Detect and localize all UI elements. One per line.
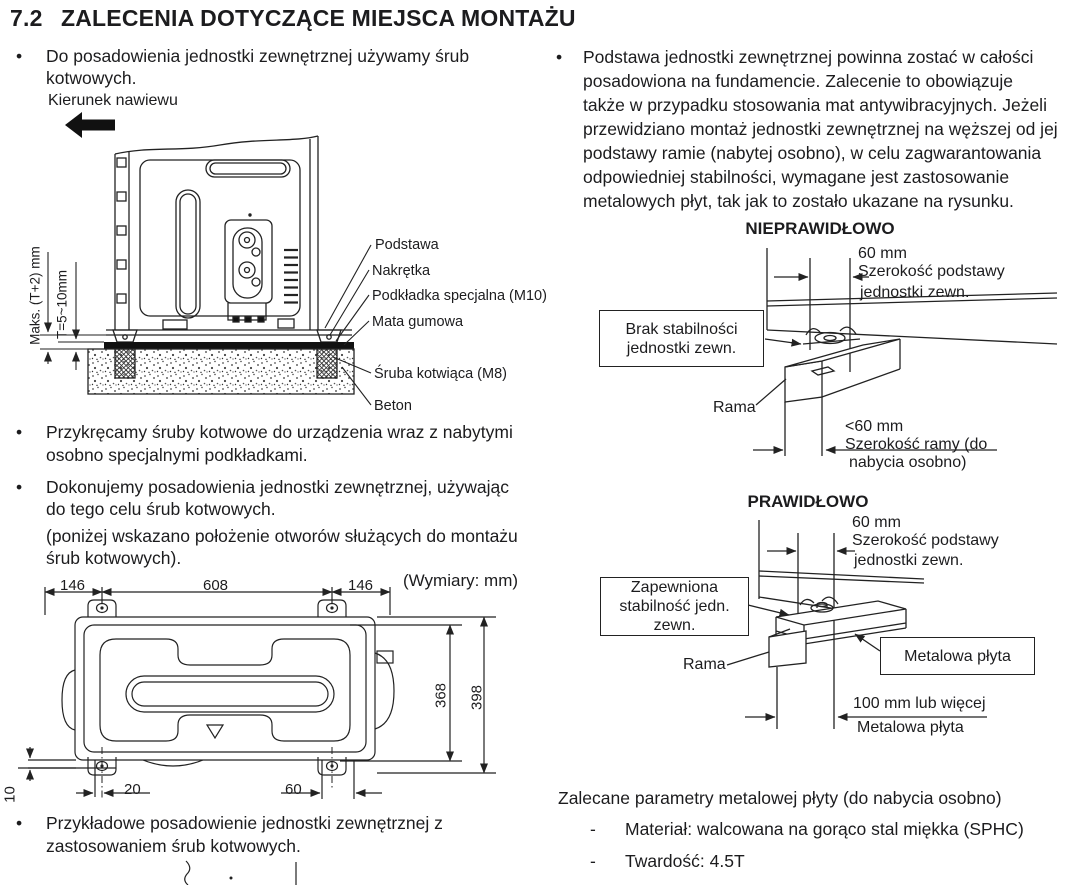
- heading-correct: PRAWIDŁOWO: [747, 492, 869, 511]
- bullet2-line1: Przykręcamy śruby kotwowe do urządzenia wraz z nabytymi: [46, 422, 513, 442]
- label-mata-gumowa: Mata gumowa: [372, 314, 464, 330]
- bullet3-line1: Dokonujemy posadowienia jednostki zewnętrznej, używając: [46, 477, 510, 497]
- bullet-marker: [16, 46, 22, 67]
- bullet-marker: [16, 422, 22, 443]
- incorrect-rama-label: Rama: [713, 399, 756, 416]
- para-line3: także w przypadku stosowania mat antywibracyjnych. Jeżeli: [583, 95, 1047, 115]
- correct-dim2-desc: Metalowa płyta: [857, 719, 964, 736]
- incorrect-callout-line2: jednostki zewn.: [626, 339, 737, 357]
- correct-dim-desc2: jednostki zewn.: [854, 552, 964, 569]
- correct-callout-box: [600, 577, 749, 636]
- dim-t-label: T=5~10mm: [54, 269, 70, 340]
- dim-608: 608: [203, 577, 229, 594]
- bullet1-line1: Do posadowienia jednostki zewnętrznej używamy śrub: [46, 46, 470, 66]
- correct-callout-line3: zewn.: [653, 617, 696, 634]
- params-heading: Zalecane parametry metalowej płyty (do nabycia osobno): [558, 788, 1002, 808]
- note-line2: śrub kotwowych).: [46, 548, 182, 568]
- section-number: 7.2: [10, 5, 43, 31]
- bullet4-line2: zastosowaniem śrub kotwowych.: [46, 836, 301, 856]
- correct-dim-60mm: 60 mm: [852, 514, 901, 531]
- label-nakretka: Nakrętka: [372, 263, 431, 279]
- bullet-marker: [556, 47, 562, 68]
- dash-marker: [590, 819, 596, 840]
- incorrect-callout-box: [599, 310, 764, 367]
- para-line2: posadowiona na fundamencie. Zalecenie to obowiązuje: [583, 71, 1014, 91]
- cutoff-diagram-fragment: [170, 858, 310, 885]
- incorrect-dim2-desc1: Szerokość ramy (do: [845, 436, 988, 453]
- correct-rama-label: Rama: [683, 656, 726, 673]
- label-podstawa: Podstawa: [375, 237, 439, 253]
- dim-146-right: 146: [348, 577, 374, 594]
- incorrect-callout-line1: Brak stabilności: [625, 320, 738, 338]
- param-hardness: Twardość: 4.5T: [625, 851, 745, 871]
- correct-dim2: 100 mm lub więcej: [853, 695, 986, 712]
- dash-marker: [590, 851, 596, 872]
- dim-60: 60: [285, 781, 302, 798]
- para-line4: przewidziano montaż jednostki zewnętrznej na węższej od jej: [583, 119, 1058, 139]
- para-line6: odpowiedniej stabilności, wymagane jest zastosowanie: [583, 167, 1010, 187]
- incorrect-dim2-desc2: nabycia osobno): [849, 454, 967, 471]
- label-beton: Beton: [374, 398, 412, 414]
- para-line5: podstawy ramie (nabytej osobno), w celu zagwarantowania: [583, 143, 1042, 163]
- bullet3-line2: do tego celu śrub kotwowych.: [46, 499, 276, 519]
- para-line7: metalowych płyt, tak jak to zostało ukazane na rysunku.: [583, 191, 1014, 211]
- dim-10: 10: [1, 786, 19, 803]
- bullet-marker: [16, 813, 22, 834]
- dim-146-left: 146: [60, 577, 86, 594]
- dim-398: 398: [468, 684, 486, 711]
- incorrect-dim-desc2: jednostki zewn.: [860, 284, 970, 301]
- bullet4-line1: Przykładowe posadowienie jednostki zewnętrznej z: [46, 813, 443, 833]
- correct-callout-line1: Zapewniona: [630, 579, 719, 596]
- incorrect-dim2: <60 mm: [845, 418, 904, 435]
- label-podkladka: Podkładka specjalna (M10): [372, 288, 547, 304]
- heading-incorrect: NIEPRAWIDŁOWO: [745, 219, 895, 238]
- label-sruba-kotwiaca: Śruba kotwiąca (M8): [374, 366, 507, 382]
- bullet2-line2: osobno specjalnymi podkładkami.: [46, 445, 308, 465]
- page-title: ZALECENIA DOTYCZĄCE MIEJSCA MONTAŻU: [61, 5, 576, 31]
- para-line1: Podstawa jednostki zewnętrznej powinna zostać w całości: [583, 47, 1034, 67]
- dim-max-t2-label: Maks. (T+2) mm: [27, 246, 43, 345]
- metal-plate-box: [880, 637, 1035, 675]
- param-material: Materiał: walcowana na gorąco stal miękka (SPHC): [625, 819, 1024, 839]
- units-note: (Wymiary: mm): [403, 571, 519, 590]
- bullet1-line2: kotwowych.: [46, 68, 137, 88]
- incorrect-dim-60mm: 60 mm: [858, 245, 907, 262]
- correct-callout-line2: stabilność jedn.: [619, 598, 730, 615]
- bullet-marker: [16, 477, 22, 498]
- dim-368: 368: [432, 682, 450, 709]
- note-line1: (poniżej wskazano położenie otworów służących do montażu: [46, 526, 518, 546]
- correct-dim-desc1: Szerokość podstawy: [852, 532, 999, 549]
- dim-20: 20: [124, 781, 141, 798]
- airflow-label: Kierunek nawiewu: [48, 92, 178, 109]
- metal-plate-box-label: Metalowa płyta: [904, 647, 1011, 665]
- incorrect-dim-desc1: Szerokość podstawy: [858, 263, 1005, 280]
